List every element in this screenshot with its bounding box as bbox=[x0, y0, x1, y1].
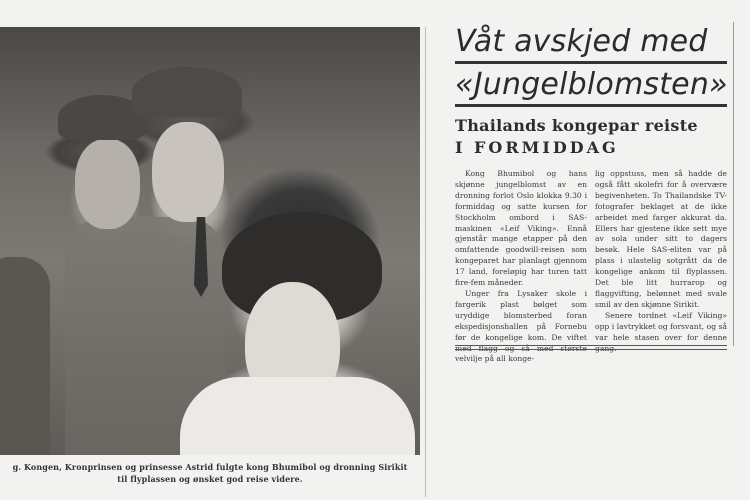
headline-line-2: «Jungelblomsten» bbox=[455, 67, 727, 107]
headline-line-1: Våt avskjed med bbox=[455, 24, 727, 64]
photo-crown-prince-face bbox=[152, 122, 224, 222]
article-body bbox=[455, 169, 727, 365]
photo-king-face bbox=[75, 139, 140, 229]
caption-line-1: g. Kongen, Kronprinsen og prinsesse Astrid fulgte kong Bhumibol og dronning Sirikit bbox=[12, 462, 408, 472]
article-subhead bbox=[455, 115, 727, 159]
paragraph: Unger fra Lysaker skole i fargerik plast bølget som uryddige blomsterbed foran ekspedisjonshallen på Fornebu før de kongelige kom. De viftet med flagg og så med største velvilje på all konge- bbox=[455, 288, 587, 364]
paragraph: lig oppstuss, men så hadde de også fått skolefri for å overvære begivenheten. To Thailandske TV-fotografer beklaget at de ikke arbeidet med farger akkurat da. Ellers har gjestene ikke sett mye av sola under sitt to dagers besøk. Hele SAS-eliten var på plass i ulastelig sotgrått da de kongelige ankom til flyplassen. Det ble litt hurrarop og flaggvifting, belønnet med svale smil av den skjønne Sirikit. bbox=[595, 169, 727, 309]
article bbox=[445, 22, 734, 364]
photo-figure-left-edge bbox=[0, 257, 50, 455]
news-photo bbox=[0, 27, 420, 455]
article-headline bbox=[455, 24, 727, 107]
article-column-1 bbox=[455, 169, 587, 365]
caption-line-2: til flyplassen og ønsket god reise videre. bbox=[117, 474, 303, 484]
article-bottom-rule bbox=[455, 345, 727, 350]
photo-crown-prince-cap bbox=[132, 67, 242, 117]
photo-caption bbox=[0, 461, 420, 485]
subhead-line-1: Thailands kongepar reiste bbox=[455, 116, 698, 135]
photo-queen-dress bbox=[180, 377, 415, 455]
article-column-2 bbox=[595, 169, 727, 365]
subhead-line-2: I FORMIDDAG bbox=[455, 138, 619, 157]
paragraph: Senere tordnet «Leif Viking» opp i lavtrykket og forsvant, og så var hele stasen over for denne gang. bbox=[595, 310, 727, 353]
paragraph: Kong Bhumibol og hans skjønne jungelblomst av en dronning forlot Oslo klokka 9.30 i formiddag og satte kursen for Stockholm ombord i SAS-maskinen «Leif Viking». Ennå gjenstår mange etapper på den omfattende goodwill-reisen som kongeparet har planlagt gjennom 17 land, foreløpig har turen tatt fire-fem måneder. bbox=[455, 169, 587, 288]
